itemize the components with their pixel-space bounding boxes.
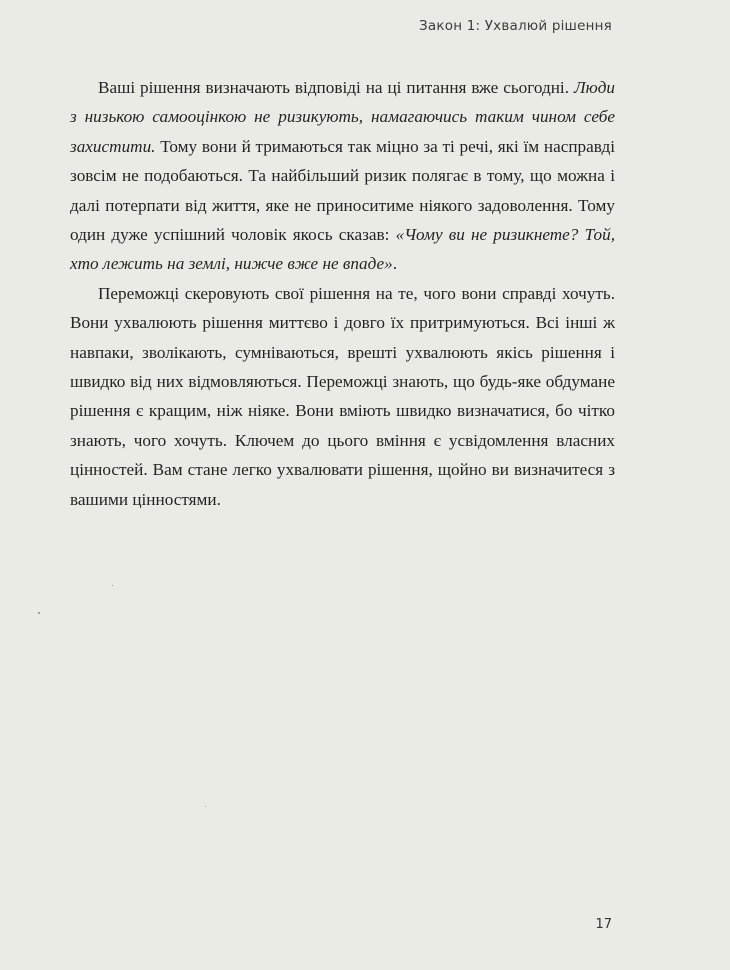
paragraph-1-italic-a: Люди з низькою самооцінкою не ризикують, намагаючись таким чином себе захистити. — [70, 78, 615, 156]
paragraph-1-text-c: . — [392, 254, 397, 274]
page-body — [70, 73, 615, 514]
paragraph-1 — [70, 73, 615, 279]
page-number: 17 — [595, 917, 612, 932]
paragraph-1-quote: «Чому ви не ризикнете? Той, хто лежить на землі, нижче вже не впаде» — [70, 225, 615, 274]
paragraph-2: Переможці скеровують свої рішення на те, чого вони справді хочуть. Вони ухвалюють рішення миттєво і довго їх притримуються. Всі інші ж навпаки, зволікають, сумніваються, врешті ухвалюють якісь рішення і швидко від них відмовляються. Переможці знають, що будь-яке обдумане рішення є кращим, ніж ніяке. Вони вміють швидко визначатися, бо чітко знають, чого хочуть. Ключем до цього вміння є усвідомлення власних цінностей. Вам стане легко ухвалювати рішення, щойно ви визначитеся з вашими цінностями. — [70, 283, 615, 509]
paper-speck — [38, 612, 40, 614]
running-header: Закон 1: Ухвалюй рішення — [419, 18, 612, 34]
paper-speck — [112, 585, 113, 586]
paragraph-1-text-a: Ваші рішення визначають відповіді на ці питання вже сьогодні. — [98, 78, 574, 97]
paragraph-1-text-b: Тому вони й тримаються так міцно за ті речі, які їм насправді зовсім не подобаються. Та найбільший ризик полягає в тому, що можна і далі потерпати від життя, яке не приноситиме ніякого задоволення. Тому один дуже успішний чоловік якось сказав: — [70, 136, 615, 245]
paper-speck — [205, 806, 206, 807]
